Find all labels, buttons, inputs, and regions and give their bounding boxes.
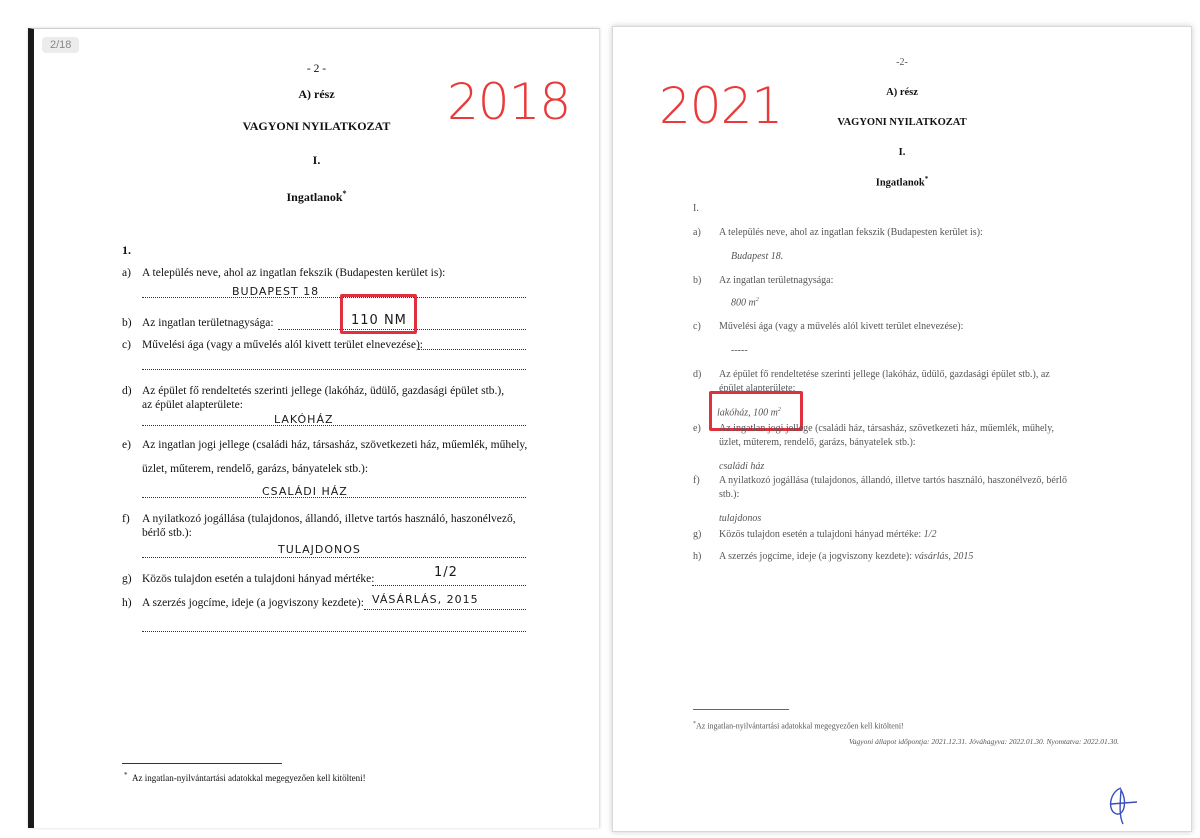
item-c-label: c) (693, 321, 701, 332)
footnote-separator (122, 763, 282, 764)
item-c-text: Művelési ága (vagy a művelés alól kivett terület elnevezése): (142, 339, 423, 351)
section-heading: Ingatlanok* (875, 175, 929, 189)
item-f-text-2: bérlő stb.): (142, 527, 192, 539)
item-h-text: A szerzés jogcíme, ideje (a jogviszony kezdete): (142, 597, 364, 609)
item-f-label: f) (693, 475, 700, 486)
item-d-line (142, 425, 526, 426)
footnote-separator (693, 709, 789, 710)
item-c-label: c) (122, 339, 131, 351)
item-b-text: Az ingatlan területnagysága: (142, 317, 274, 329)
item-g-label: g) (693, 529, 702, 540)
document-title: VAGYONI NYILATKOZAT (837, 117, 967, 128)
item-f-text-1: A nyilatkozó jogállása (tulajdonos, állandó, illetve tartós használó, haszonélvező, bérlő (719, 475, 1067, 486)
item-h-label: h) (122, 597, 132, 609)
item-c-text: Művelési ága (vagy a művelés alól kivett terület elnevezése): (719, 321, 964, 332)
item-g-line (372, 585, 526, 586)
item-e-text-1: Az ingatlan jogi jellege (családi ház, társasház, szövetkezeti ház, műemlék, műhely, (142, 439, 528, 451)
item-f-value: TULAJDONOS (278, 543, 361, 556)
item-b-value: 110 NM (351, 313, 407, 328)
item-a-text: A település neve, ahol az ingatlan fekszik (Budapesten kerület is): (719, 227, 983, 238)
footnote: * Az ingatlan-nyilvántartási adatokkal megegyezően kell kitölteni! (124, 771, 366, 783)
document-page-2018 (28, 28, 600, 828)
item-g-label: g) (122, 573, 132, 585)
item-g-text: Közös tulajdon esetén a tulajdoni hányad mértéke: 1/2 (719, 529, 937, 540)
item-e-value: családi ház (719, 461, 765, 472)
item-b-text: Az ingatlan területnagysága: (719, 275, 834, 286)
year-label-2021: 2021 (659, 77, 783, 135)
item-g-value: 1/2 (434, 565, 458, 580)
item-b-label: b) (693, 275, 702, 286)
item-e-text-2: üzlet, műterem, rendelő, garázs, bányatelek stb.): (142, 463, 369, 475)
item-d-value: LAKÓHÁZ (274, 413, 334, 426)
status-line: Vagyoni állapot időpontja: 2021.12.31. Jóváhagyva: 2022.01.30. Nyomtatva: 2022.01.30. (849, 737, 1119, 746)
page-counter: 2/18 (42, 37, 79, 53)
item-h-value: VÁSÁRLÁS, 2015 (372, 593, 479, 606)
page-number: - 2 - (306, 63, 327, 75)
item-d-text-2: épület alapterülete: (719, 383, 796, 394)
item-d-label: d) (693, 369, 702, 380)
item-g-text: Közös tulajdon esetén a tulajdoni hányad mértéke: (142, 573, 375, 585)
part-heading: A) rész (298, 87, 335, 101)
item-number: I. (693, 203, 699, 214)
document-title: VAGYONI NYILATKOZAT (242, 119, 391, 133)
roman-numeral: I. (898, 147, 906, 158)
item-h-label: h) (693, 551, 702, 562)
item-a-value: Budapest 18. (731, 251, 784, 262)
item-a-line (142, 297, 526, 298)
year-label-2018: 2018 (447, 73, 571, 131)
item-h-text: A szerzés jogcíme, ideje (a jogviszony kezdete): vásárlás, 2015 (719, 551, 974, 562)
item-number: 1. (122, 243, 131, 257)
item-f-text-2: stb.): (719, 489, 740, 500)
item-f-value: tulajdonos (719, 513, 762, 524)
signature-mark (1101, 782, 1145, 826)
item-e-text-1: Az ingatlan jogi jellege (családi ház, társasház, szövetkezeti ház, műemlék, műhely, (719, 423, 1055, 434)
item-f-label: f) (122, 513, 130, 525)
item-e-label: e) (122, 439, 131, 451)
item-d-label: d) (122, 385, 132, 397)
item-f-text-1: A nyilatkozó jogállása (tulajdonos, állandó, illetve tartós használó, haszonélvező, (142, 513, 516, 525)
item-e-line (142, 497, 526, 498)
item-a-text: A település neve, ahol az ingatlan fekszik (Budapesten kerület is): (142, 267, 446, 279)
item-c-line1 (418, 349, 526, 350)
section-heading: Ingatlanok* (286, 189, 347, 204)
item-b-value: 800 $m^2$ (731, 297, 759, 309)
roman-numeral: I. (312, 153, 321, 167)
item-b-label: b) (122, 317, 132, 329)
item-e-value: CSALÁDI HÁZ (262, 485, 348, 498)
item-e-text-2: üzlet, műterem, rendelő, garázs, bányatelek stb.): (719, 437, 916, 448)
item-a-value: BUDAPEST 18 (232, 285, 320, 298)
item-a-label: a) (693, 227, 701, 238)
item-h-line2 (142, 631, 526, 632)
item-d-text-1: Az épület fő rendeltetés szerinti jellege (lakóház, üdülő, gazdasági épület stb.), (142, 385, 505, 397)
item-f-line (142, 557, 526, 558)
highlight-box-area-2018 (340, 294, 417, 334)
part-heading: A) rész (886, 87, 918, 98)
item-h-line1 (364, 609, 526, 610)
item-c-line2 (142, 369, 526, 370)
item-e-label: e) (693, 423, 701, 434)
item-a-label: a) (122, 267, 131, 279)
document-page-2021 (612, 26, 1192, 832)
item-d-text-1: Az épület fő rendeltetése szerinti jellege (lakóház, üdülő, gazdasági épület stb.), az (719, 369, 1050, 380)
page-number: -2- (896, 57, 908, 68)
item-c-value: ----- (731, 345, 748, 356)
item-d-text-2: az épület alapterülete: (142, 399, 243, 411)
item-d-value: lakóház, 100 $m^2$ (717, 407, 781, 419)
footnote: *Az ingatlan-nyilvántartási adatokkal megegyezően kell kitölteni! (693, 721, 904, 731)
